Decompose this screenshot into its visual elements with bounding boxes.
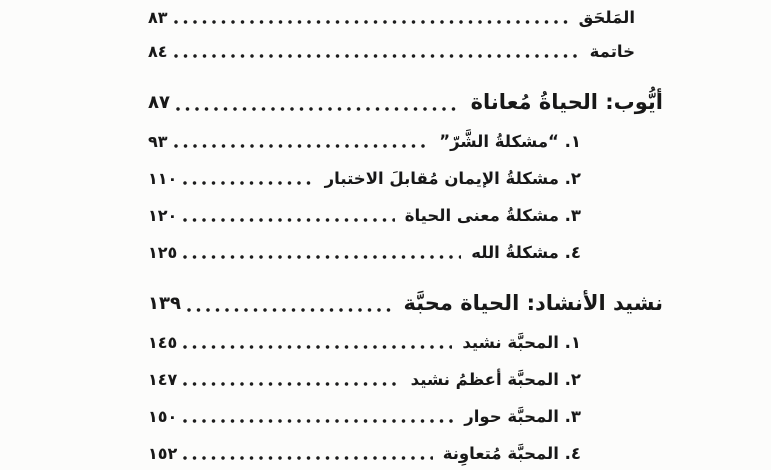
table-of-contents <box>148 0 663 466</box>
toc-entry-title: ٤. مشكلةُ الله <box>471 242 581 262</box>
dot-leader <box>183 345 452 349</box>
toc-page-number: ١٥٢ <box>148 443 178 463</box>
dot-leader <box>183 456 432 460</box>
toc-page-number: ١٤٥ <box>148 332 178 352</box>
toc-page-number: ١٤٧ <box>148 369 178 389</box>
toc-page-number: ٨٤ <box>148 41 168 61</box>
toc-entry-title: المَلحَق <box>578 7 635 27</box>
dot-leader <box>183 255 461 259</box>
toc-chapter-row <box>148 287 663 319</box>
toc-entry-row <box>148 38 663 64</box>
dot-leader <box>183 218 394 222</box>
toc-entry-row <box>148 329 663 355</box>
toc-entry-title: ١. المحبَّة نشيد <box>462 332 581 352</box>
toc-entry-title: ٢. مشكلةُ الإيمان مُقابلَ الاختبار <box>324 168 581 188</box>
toc-entry-row <box>148 165 663 191</box>
dot-leader <box>183 181 314 185</box>
toc-entry-title: خاتمة <box>589 41 635 61</box>
dot-leader <box>176 107 461 111</box>
dot-leader <box>183 382 400 386</box>
toc-entry-title: ٢. المحبَّة أعظمُ نشيد <box>410 369 581 389</box>
toc-page-number: ٩٣ <box>148 131 168 151</box>
dot-leader <box>174 20 569 24</box>
toc-entry-title: ٣. مشكلةُ معنى الحياة <box>404 205 581 225</box>
toc-entry-row <box>148 366 663 392</box>
toc-chapter-title: نشيد الأنشاد: الحياة محبَّة <box>403 291 663 315</box>
toc-page-number: ١٢٠ <box>148 205 178 225</box>
toc-entry-row <box>148 202 663 228</box>
toc-page-number: ٨٧ <box>148 91 170 113</box>
toc-entry-row <box>148 4 663 30</box>
toc-page-number: ١٢٥ <box>148 242 178 262</box>
toc-page-number: ١٣٩ <box>148 292 181 314</box>
toc-page-number: ٨٣ <box>148 7 168 27</box>
toc-entry-row <box>148 440 663 466</box>
toc-chapter-title: أيُّوب: الحياةُ مُعاناة <box>470 90 663 114</box>
toc-entry-row <box>148 128 663 154</box>
dot-leader <box>174 54 580 58</box>
toc-page-number: ١١٠ <box>148 168 178 188</box>
toc-entry-row <box>148 239 663 265</box>
dot-leader <box>183 419 454 423</box>
toc-entry-title: ٤. المحبَّة مُتعاوِنة <box>442 443 581 463</box>
dot-leader <box>187 308 393 312</box>
toc-page-number: ١٥٠ <box>148 406 178 426</box>
toc-entry-row <box>148 403 663 429</box>
dot-leader <box>174 144 430 148</box>
toc-entry-title: ٣. المحبَّة حوار <box>464 406 581 426</box>
toc-chapter-row <box>148 86 663 118</box>
toc-entry-title: ١. “مشكلةُ الشَّرّ” <box>439 131 581 151</box>
